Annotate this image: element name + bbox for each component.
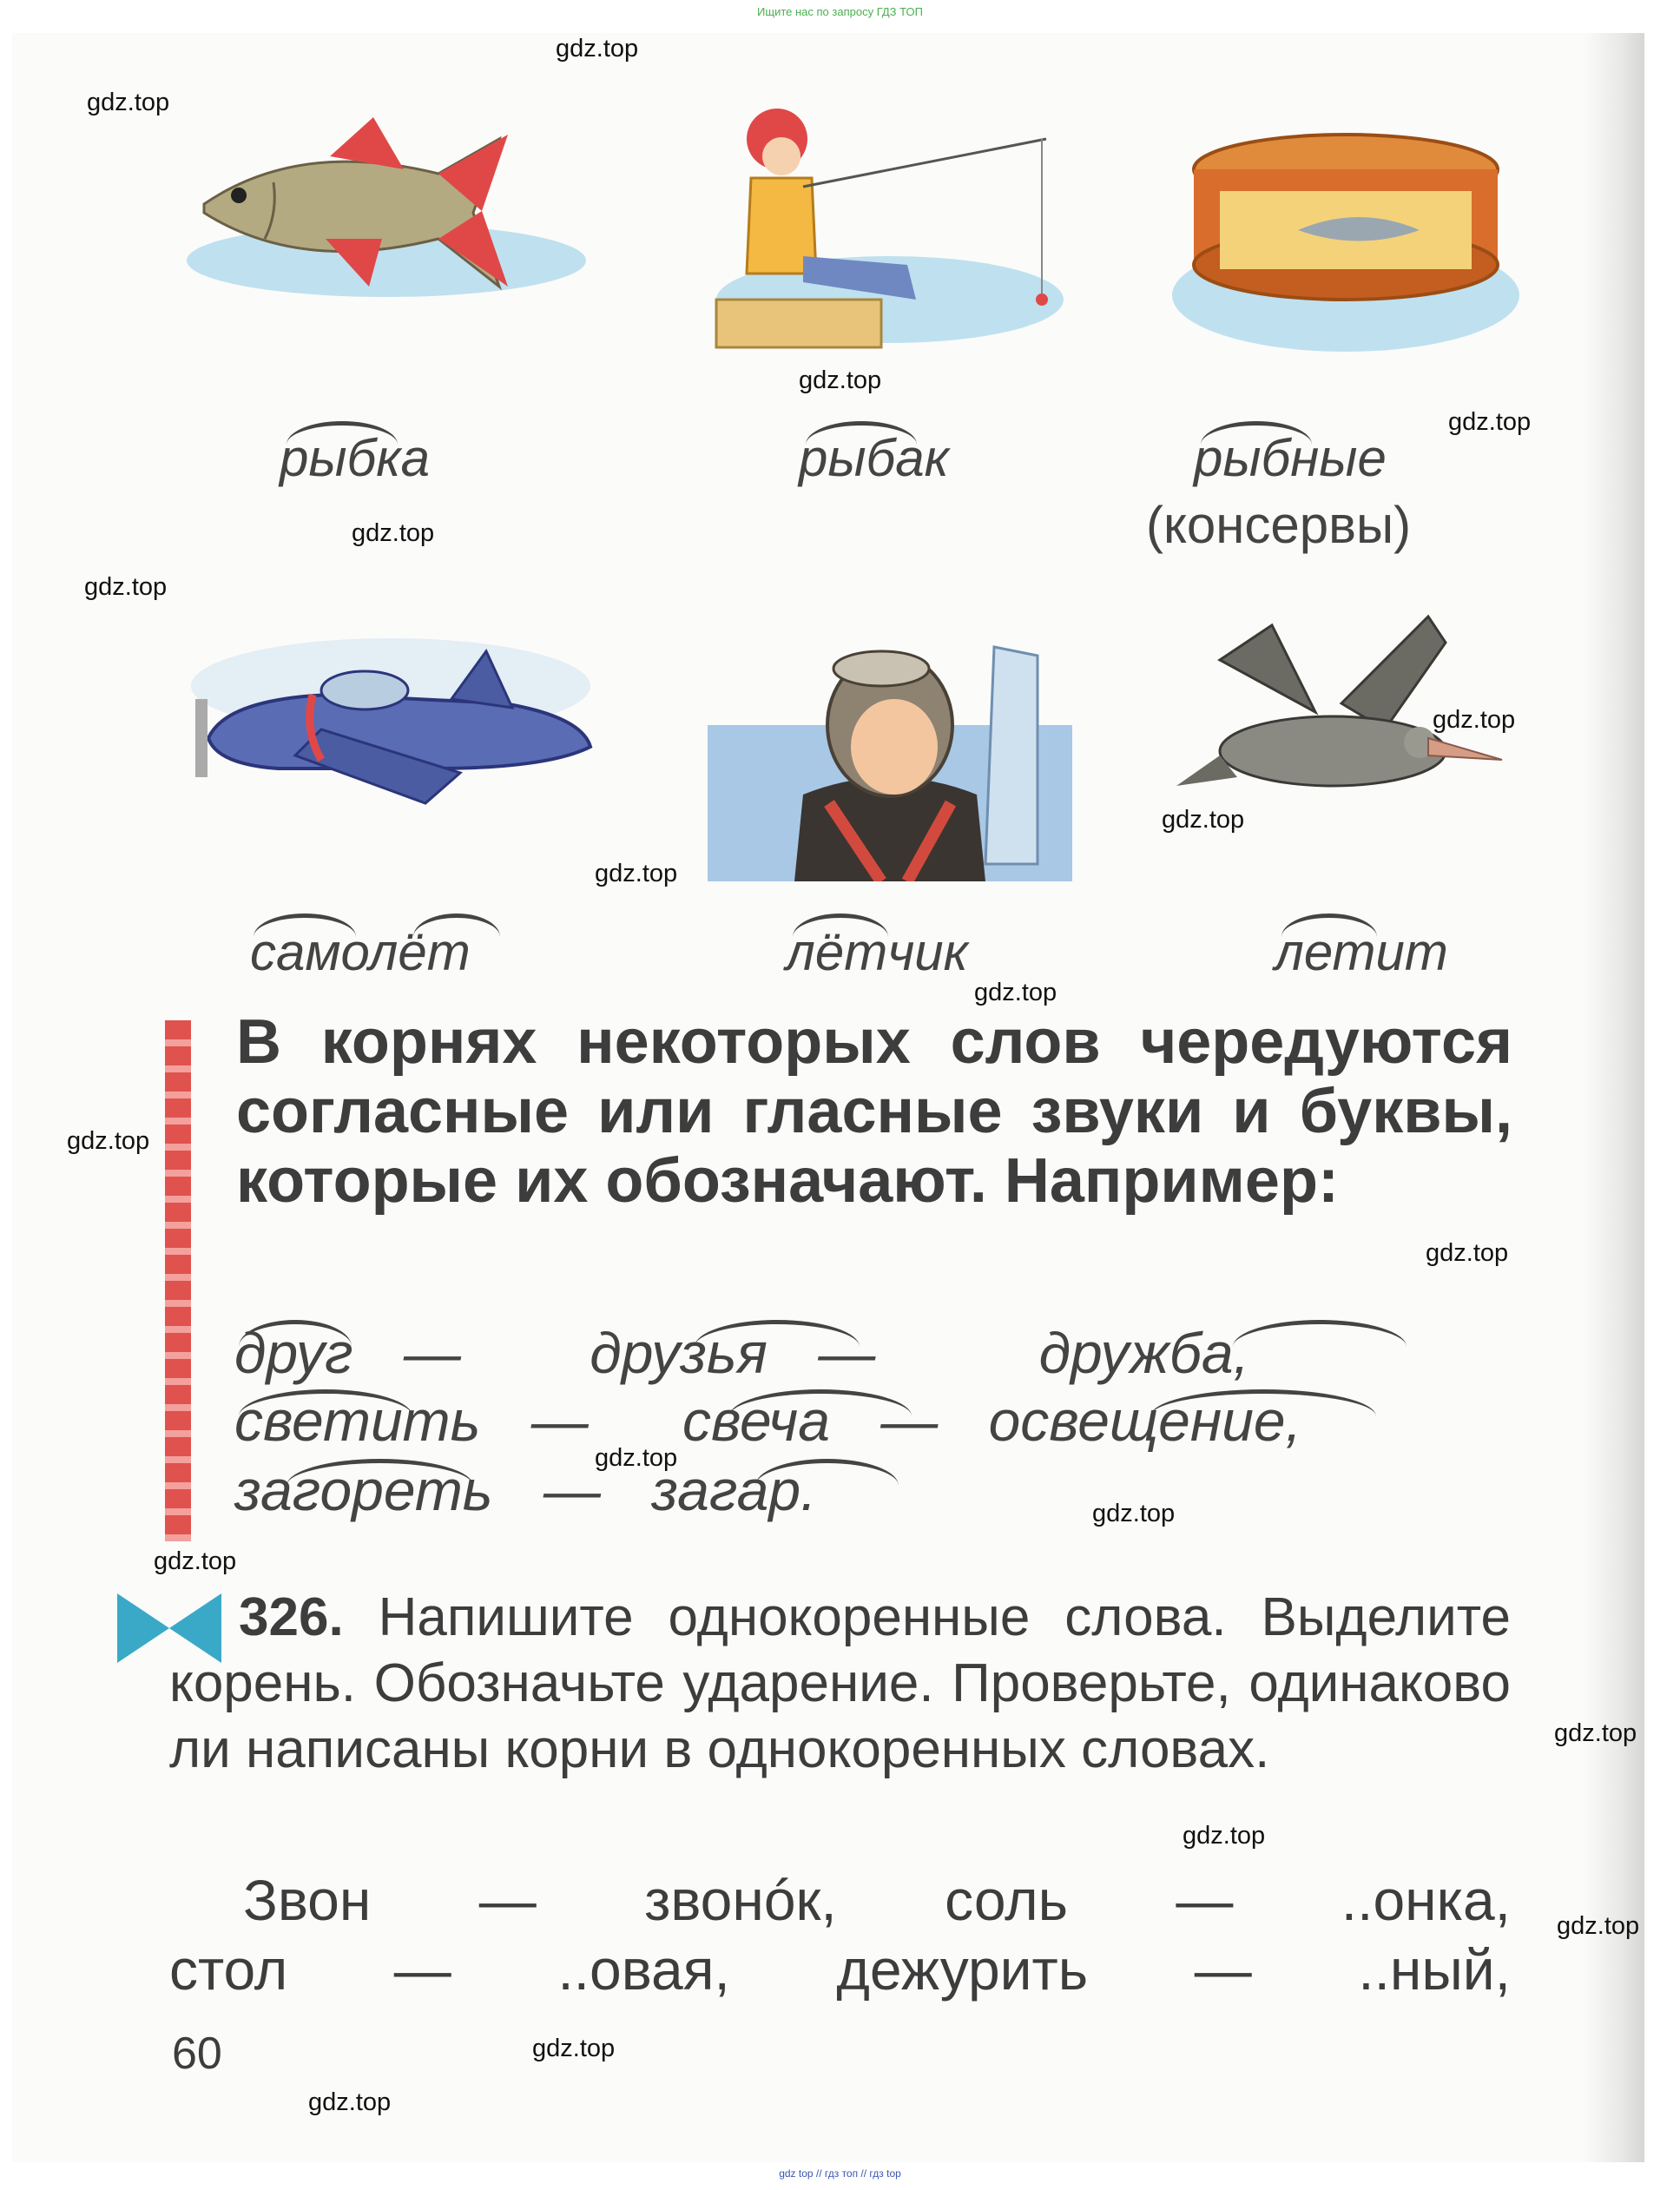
word-text: рыбка: [280, 429, 430, 487]
example-word: загореть: [234, 1458, 493, 1522]
example-word: дружба,: [1038, 1321, 1249, 1385]
watermark: gdz.top: [1554, 1719, 1637, 1747]
dash: —: [543, 1458, 601, 1522]
fisherman-boy-illustration: [708, 91, 1072, 352]
footer-note: gdz top // гдз топ // гдз top: [779, 2167, 901, 2180]
watermark: gdz.top: [352, 519, 435, 547]
watermark: gdz.top: [1433, 706, 1516, 734]
header-note: Ищите нас по запросу ГДЗ ТОП: [757, 5, 923, 18]
example-word: друг: [234, 1321, 353, 1385]
dash: —: [818, 1321, 876, 1385]
example-line-2: [234, 1388, 1301, 1454]
word-text: лётчик: [786, 923, 968, 981]
dash: —: [530, 1389, 589, 1453]
watermark: gdz.top: [1557, 1912, 1640, 1940]
page-spine-shadow: [1584, 33, 1644, 2162]
dash: —: [880, 1389, 939, 1453]
watermark: gdz.top: [1183, 1822, 1266, 1850]
watermark: gdz.top: [67, 1127, 150, 1155]
watermark: gdz.top: [1092, 1500, 1176, 1527]
word-rybak: [799, 428, 949, 488]
watermark: gdz.top: [595, 1444, 678, 1472]
watermark: gdz.top: [974, 979, 1057, 1006]
word-rybnye: [1194, 428, 1387, 488]
airplane-illustration: [174, 617, 608, 834]
example-word: светить: [234, 1389, 481, 1453]
watermark: gdz.top: [799, 366, 882, 394]
page-number: 60: [172, 2028, 222, 2079]
example-line-3: [234, 1457, 816, 1523]
watermark: gdz.top: [84, 573, 168, 601]
word-text: рыбак: [799, 429, 949, 487]
rule-accent-border: [165, 1020, 191, 1541]
canned-fish-illustration: [1168, 122, 1524, 356]
example-word: загар.: [651, 1458, 817, 1522]
dash: —: [403, 1321, 461, 1385]
word-samolyot: [250, 922, 471, 982]
word-letit: [1275, 922, 1448, 982]
watermark: gdz.top: [1426, 1239, 1509, 1267]
word-extra: (консервы): [1146, 496, 1412, 554]
watermark: gdz.top: [532, 2035, 616, 2062]
watermark: gdz.top: [308, 2088, 392, 2116]
watermark: gdz.top: [1448, 408, 1532, 436]
exercise-line: стол — ..овая, дежурить — ..ный,: [169, 1937, 1511, 2002]
word-rybka: [280, 428, 430, 488]
word-lyotchik: [786, 922, 968, 982]
example-word: свеча: [682, 1389, 830, 1453]
word-text: самолёт: [250, 923, 471, 981]
example-word: друзья: [590, 1321, 768, 1385]
watermark: gdz.top: [87, 89, 170, 116]
example-line-1: [234, 1320, 1249, 1386]
exercise-line: Звон — звонóк, соль — ..онка,: [243, 1868, 1511, 1932]
watermark: gdz.top: [1162, 806, 1245, 834]
watermark: gdz.top: [556, 35, 639, 63]
task-number: 326.: [239, 1587, 344, 1647]
task-text: Напишите однокоренные слова. Выделите корень. Обозначьте ударение. Проверьте, одинаково ли написаны корни в однокоренных словах.: [169, 1587, 1511, 1779]
watermark: gdz.top: [595, 860, 678, 887]
exercise-block: [169, 1865, 1511, 2004]
word-text: рыбные: [1194, 429, 1387, 487]
word-text: летит: [1275, 923, 1448, 981]
rule-text: В корнях некоторых слов чередуются согласные или гласные звуки и буквы, которые их обозначают. Например:: [236, 1007, 1512, 1216]
task-326: [169, 1585, 1511, 1783]
fish-illustration: [178, 100, 595, 308]
example-word: освещение,: [988, 1389, 1301, 1453]
pilot-illustration: [708, 621, 1072, 881]
watermark: gdz.top: [154, 1547, 237, 1575]
word-konservy: [1146, 495, 1411, 555]
